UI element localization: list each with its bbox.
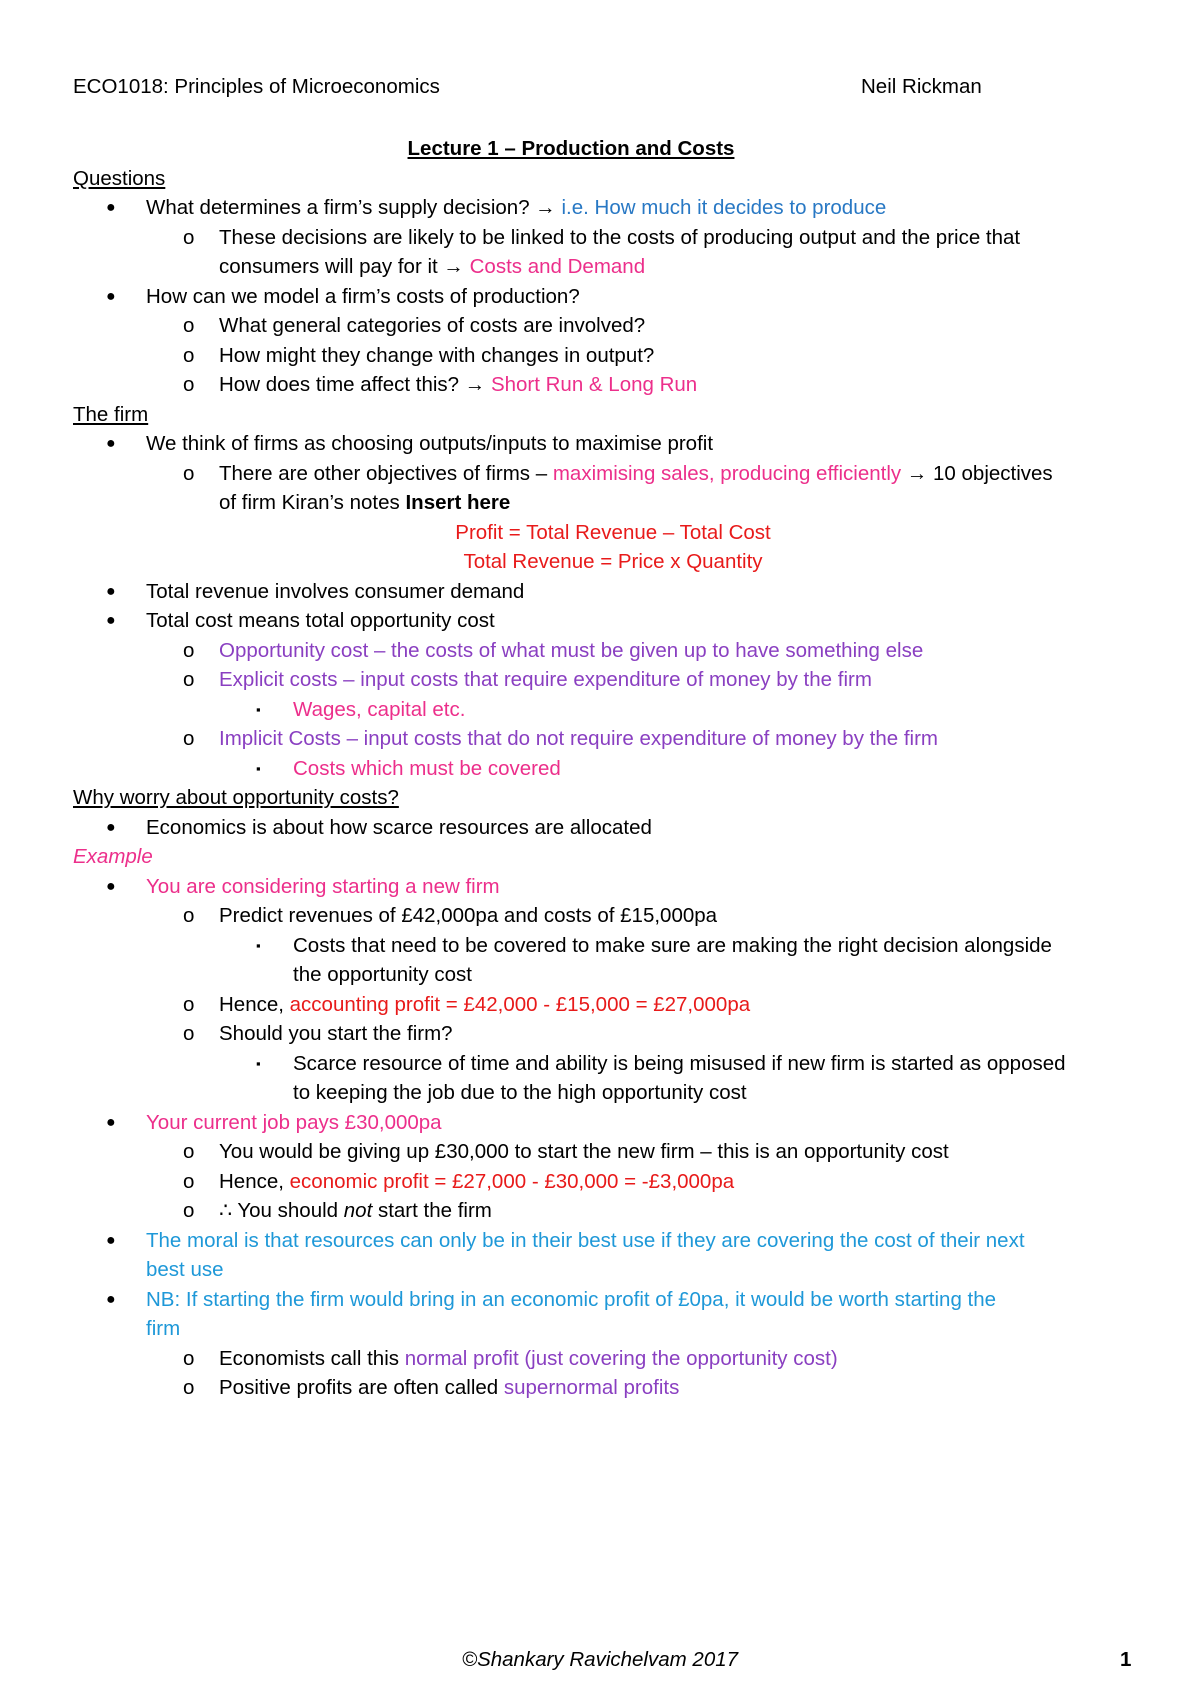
bullet-marker: ● (106, 199, 116, 216)
list-item: ● NB: If starting the firm would bring in an economic profit of £0pa, it would be worth starting the firm (73, 1285, 1153, 1344)
bullet-marker: ● (106, 1231, 116, 1249)
list-item: o Economists call this normal profit (just covering the opportunity cost) (73, 1344, 1153, 1374)
circle-marker: o (183, 1346, 195, 1370)
circle-marker: o (183, 1169, 195, 1193)
list-item: ● What determines a firm’s supply decision? → i.e. How much it decides to produce (73, 193, 1153, 223)
list-item: ▪ Scarce resource of time and ability is being misused if new firm is started as opposed to keeping the job due to the high opportunity cost (73, 1049, 1153, 1108)
course-title: ECO1018: Principles of Microeconomics (73, 75, 440, 98)
list-item: o Hence, economic profit = £27,000 - £30,000 = -£3,000pa (73, 1167, 1153, 1197)
document-body (73, 134, 1153, 1403)
list-item: o Predict revenues of £42,000pa and costs of £15,000pa (73, 901, 1153, 931)
list-item: o Opportunity cost – the costs of what must be given up to have something else (73, 636, 1153, 666)
list-item: o Positive profits are often called supernormal profits (73, 1373, 1153, 1403)
bullet-marker: ● (106, 818, 116, 836)
list-item: o Should you start the firm? (73, 1019, 1153, 1049)
circle-marker: o (183, 1022, 195, 1045)
page-number: 1 (1120, 1648, 1132, 1671)
list-item: o Implicit Costs – input costs that do not require expenditure of money by the firm (73, 724, 1153, 754)
list-item: o Hence, accounting profit = £42,000 - £15,000 = £27,000pa (73, 990, 1153, 1020)
list-item: ● Total revenue involves consumer demand (73, 577, 1153, 607)
list-item: ● Economics is about how scarce resources are allocated (73, 813, 1153, 843)
circle-marker: o (183, 1199, 195, 1222)
list-item: o These decisions are likely to be linked to the costs of producing output and the price that consumers will pay for it → Costs and Demand (73, 223, 1153, 282)
list-item: ▪ Wages, capital etc. (73, 695, 1153, 725)
list-item: ● Total cost means total opportunity cost (73, 606, 1153, 636)
list-item: ● Your current job pays £30,000pa (73, 1108, 1153, 1138)
list-item: o What general categories of costs are involved? (73, 311, 1153, 341)
circle-marker: o (183, 638, 195, 662)
square-marker: ▪ (256, 760, 261, 776)
square-marker: ▪ (256, 1055, 261, 1071)
square-marker: ▪ (256, 701, 261, 717)
list-item: ▪ Costs that need to be covered to make sure are making the right decision alongside the opportunity cost (73, 931, 1153, 990)
list-item: o There are other objectives of firms – maximising sales, producing efficiently → 10 objectives of firm Kiran’s notes Insert here (73, 459, 1153, 518)
circle-marker: o (183, 727, 195, 750)
list-item: o How does time affect this? → Short Run & Long Run (73, 370, 1153, 400)
circle-marker: o (183, 314, 195, 337)
lecture-title: Lecture 1 – Production and Costs (407, 137, 735, 160)
copyright-text: ©Shankary Ravichelvam 2017 (461, 1648, 739, 1671)
circle-marker: o (183, 992, 195, 1016)
list-item: o You would be giving up £30,000 to start the new firm – this is an opportunity cost (73, 1137, 1153, 1167)
list-item: o Explicit costs – input costs that require expenditure of money by the firm (73, 665, 1153, 695)
square-marker: ▪ (256, 937, 261, 953)
circle-marker: o (183, 225, 195, 249)
list-item: ● How can we model a firm’s costs of production? (73, 282, 1153, 312)
list-item: o How might they change with changes in output? (73, 341, 1153, 371)
bullet-marker: ● (106, 1290, 116, 1308)
circle-marker: o (183, 373, 195, 396)
circle-marker: o (183, 1376, 195, 1399)
example-heading: Example (73, 845, 153, 868)
list-item: ● You are considering starting a new firm (73, 872, 1153, 902)
circle-marker: o (183, 668, 195, 691)
revenue-equation: Total Revenue = Price x Quantity (463, 550, 763, 573)
circle-marker: o (183, 1140, 195, 1163)
circle-marker: o (183, 904, 195, 927)
list-item: o ∴ You should not start the firm (73, 1196, 1153, 1226)
list-item: ● The moral is that resources can only be in their best use if they are covering the cost of their next best use (73, 1226, 1153, 1285)
circle-marker: o (183, 343, 195, 367)
list-item: ▪ Costs which must be covered (73, 754, 1153, 784)
circle-marker: o (183, 461, 195, 485)
bullet-marker: ● (106, 1113, 116, 1131)
section-heading-why-worry: Why worry about opportunity costs? (73, 786, 399, 809)
list-item: ● We think of firms as choosing outputs/inputs to maximise profit (73, 429, 1153, 459)
section-heading-questions: Questions (73, 166, 166, 190)
bullet-marker: ● (106, 612, 116, 629)
page-header (73, 75, 1000, 105)
bullet-marker: ● (106, 877, 116, 895)
bullet-marker: ● (106, 582, 116, 600)
bullet-marker: ● (106, 435, 116, 452)
section-heading-the-firm: The firm (73, 402, 149, 426)
lecturer-name: Neil Rickman (861, 75, 982, 98)
bullet-marker: ● (106, 287, 116, 305)
profit-equation: Profit = Total Revenue – Total Cost (455, 520, 771, 544)
